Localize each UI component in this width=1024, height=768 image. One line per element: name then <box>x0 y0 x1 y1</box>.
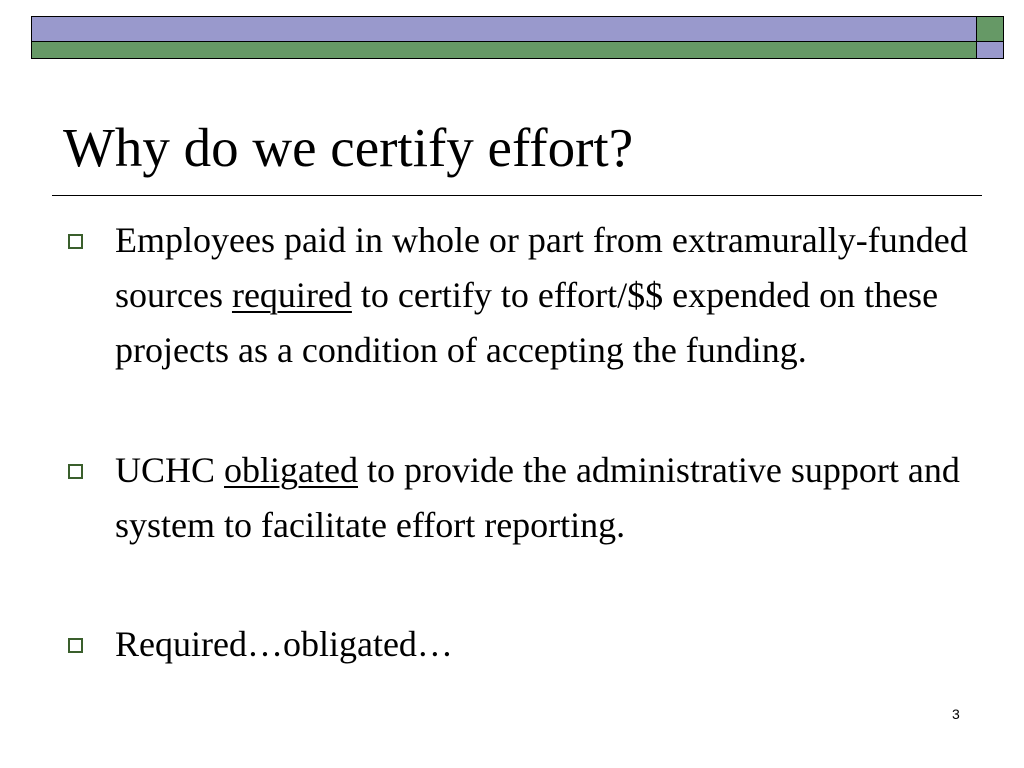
square-bullet-icon <box>68 638 83 653</box>
bullet-item-3 <box>115 617 975 672</box>
bullet-1-text-after: to certify to effort/$$ expended on these projects as a condition of accepting the funding. <box>115 275 939 370</box>
bullet-2-emphasis: obligated <box>224 450 358 490</box>
slide-title: Why do we certify effort? <box>63 117 634 178</box>
page-number: 3 <box>952 706 960 722</box>
title-divider <box>52 195 982 196</box>
bullet-item-1 <box>115 213 975 378</box>
header-bar-bottom <box>31 41 977 59</box>
square-bullet-icon <box>68 464 83 479</box>
header-square-bottom <box>976 41 1004 59</box>
bullet-2-text-after: to provide the administrative support and system to facilitate effort reporting. <box>115 450 960 545</box>
bullet-1-text-before: Employees paid in whole or part from extramurally-funded sources <box>115 220 968 315</box>
header-square-top <box>976 16 1004 42</box>
bullet-2-text-before: UCHC <box>115 450 225 490</box>
square-bullet-icon <box>68 234 83 249</box>
header-bar-top <box>31 16 977 42</box>
bullet-3-text: Required…obligated… <box>115 624 453 664</box>
bullet-1-emphasis: required <box>231 275 352 315</box>
bullet-item-2 <box>115 443 975 553</box>
